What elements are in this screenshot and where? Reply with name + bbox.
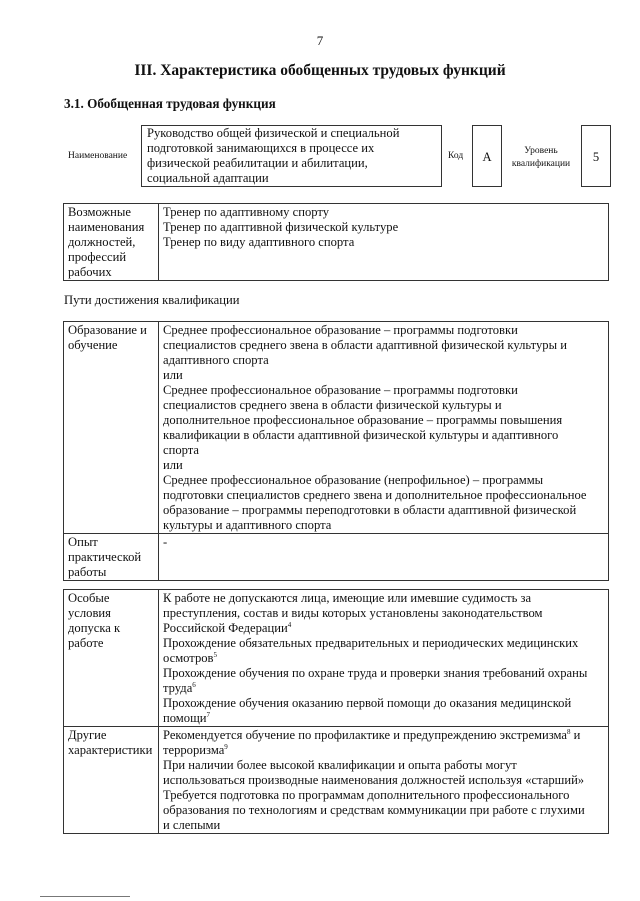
special-conditions-content [159,590,609,727]
label-line: рабочих [68,265,112,279]
gtf-level-value: 5 [581,125,611,187]
page-number: 7 [316,33,324,48]
education-line: Среднее профессиональное образование – программы подготовки [163,383,518,397]
position-item: Тренер по адаптивной физической культуре [163,220,399,234]
footnote-ref: 9 [224,742,228,751]
conditions-table [63,589,609,834]
other-line [163,818,604,833]
label-line: Опыт [68,535,98,549]
gtf-name-line: подготовкой занимающихся в процессе их [147,141,375,155]
line-text: осмотров [163,651,214,665]
footnote-ref: 8 [567,727,571,736]
other-line [163,758,604,773]
special-condition-line [163,636,604,651]
footnote-ref: 6 [192,680,196,689]
line-text: преступления, состав и виды которых установлены законодательством [163,606,543,620]
footnote-ref: 4 [287,620,292,629]
label-line: Образование и [68,323,147,337]
special-condition-line [163,651,604,666]
gtf-level-label-line: Уровень [524,146,558,156]
education-line: дополнительное профессиональное образование – программы повышения [163,413,563,427]
education-label [64,322,159,534]
label-line: условия [68,606,111,620]
education-line: подготовки специалистов среднего звена и дополнительное профессиональное [163,488,587,502]
label-line: практической [68,550,142,564]
line-text: использоваться производные наименования должностей используя «старший» [163,773,585,787]
label-line: профессий [68,250,127,264]
special-condition-line [163,621,604,636]
footnote-ref: 5 [213,650,217,659]
line-text-after: и [570,728,581,742]
footnote-ref: 7 [206,710,210,719]
line-text: Российской Федерации [163,621,288,635]
position-item: Тренер по виду адаптивного спорта [163,235,355,249]
gtf-code-label: Код [448,151,464,161]
education-line: образование – программы переподготовки в области адаптивной физической [163,503,577,517]
education-line: специалистов среднего звена в области физической культуры и [163,398,502,412]
line-text: Прохождение обязательных предварительных и периодических медицинских [163,636,579,650]
education-line: или [163,458,183,472]
label-line: характеристики [68,743,153,757]
label-line: должностей, [68,235,136,249]
label-line: работе [68,636,104,650]
label-line: допуска к [68,621,121,635]
gtf-name-line: Руководство общей физической и специальной [147,126,400,140]
gtf-name-line: физической реабилитации и абилитации, [147,156,368,170]
label-line: Особые [68,591,110,605]
education-table [63,321,609,581]
other-line [163,743,604,758]
other-content [159,727,609,834]
label-line: Другие [68,728,107,742]
line-text: труда [163,681,193,695]
education-line: специалистов среднего звена в области адаптивной физической культуры и [163,338,567,352]
label-line: работы [68,565,107,579]
line-text: и слепыми [163,818,221,832]
qualification-paths-title: Пути достижения квалификации [64,293,240,307]
line-text: Прохождение обучения по охране труда и проверки знания требований охраны [163,666,588,680]
special-condition-line [163,696,604,711]
special-conditions-label [64,590,159,727]
gtf-name-value [141,125,442,187]
special-condition-line [163,711,604,726]
other-line [163,803,604,818]
line-text: Прохождение обучения оказанию первой помощи до оказания медицинской [163,696,572,710]
other-line [163,728,604,743]
education-line: культуры и адаптивного спорта [163,518,332,532]
positions-label [64,204,159,281]
other-line [163,773,604,788]
education-line: или [163,368,183,382]
line-text: К работе не допускаются лица, имеющие или имевшие судимость за [163,591,532,605]
experience-value: - [159,534,609,581]
education-line: спорта [163,443,200,457]
education-line: Среднее профессиональное образование – программы подготовки [163,323,518,337]
other-line [163,788,604,803]
special-condition-line [163,666,604,681]
special-condition-line [163,681,604,696]
gtf-code-value: А [472,125,502,187]
line-text: помощи [163,711,207,725]
special-condition-line [163,591,604,606]
gtf-name-line: социальной адаптации [147,171,269,185]
gtf-level-label-line: квалификации [511,159,571,169]
experience-label [64,534,159,581]
label-line: обучение [68,338,118,352]
line-text: При наличии более высокой квалификации и опыта работы могут [163,758,517,772]
gtf-level-label [503,145,579,171]
label-line: наименования [68,220,145,234]
subsection-title: 3.1. Обобщенная трудовая функция [64,96,276,111]
line-text: Рекомендуется обучение по профилактике и предупреждению экстремизма [163,728,568,742]
position-item: Тренер по адаптивному спорту [163,205,330,219]
footnote-separator [40,896,130,897]
label-line: Возможные [68,205,131,219]
positions-list [159,204,609,281]
education-content [159,322,609,534]
gtf-name-label: Наименование [68,151,128,161]
positions-table [63,203,609,281]
line-text: терроризма [163,743,225,757]
line-text: образования по технологиям и средствам коммуникации при работе с глухими [163,803,585,817]
line-text: Требуется подготовка по программам дополнительного профессионального [163,788,570,802]
special-condition-line [163,606,604,621]
other-label [64,727,159,834]
education-line: Среднее профессиональное образование (непрофильное) – программы [163,473,544,487]
education-line: квалификации в области адаптивной физической культуры и адаптивного [163,428,559,442]
section-title: III. Характеристика обобщенных трудовых функций [134,62,506,79]
education-line: адаптивного спорта [163,353,269,367]
